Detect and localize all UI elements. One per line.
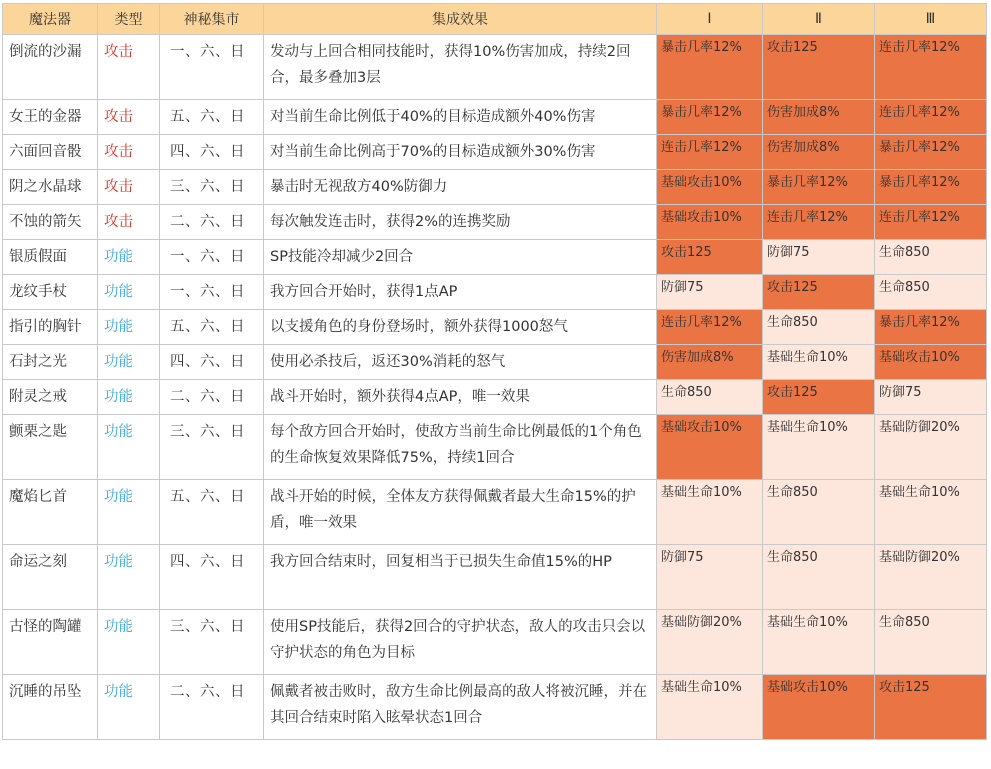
effect-cell: SP技能冷却减少2回合: [264, 240, 657, 275]
market-days-cell: 三、六、日: [160, 415, 264, 480]
market-days-cell: 二、六、日: [160, 205, 264, 240]
bonus-1-cell: 基础生命10%: [657, 480, 763, 545]
type-cell: 功能: [98, 345, 160, 380]
table-row: [3, 135, 987, 170]
bonus-1-cell: 攻击125: [657, 240, 763, 275]
effect-cell: 战斗开始的时候，全体友方获得佩戴者最大生命15%的护盾，唯一效果: [264, 480, 657, 545]
header-bonus-3: Ⅲ: [875, 4, 987, 35]
header-effect: 集成效果: [264, 4, 657, 35]
bonus-3-cell: 攻击125: [875, 675, 987, 740]
bonus-3-cell: 生命850: [875, 240, 987, 275]
artifact-table: [2, 3, 987, 740]
bonus-3-cell: 防御75: [875, 380, 987, 415]
bonus-3-cell: 生命850: [875, 610, 987, 675]
effect-cell: 每个敌方回合开始时，使敌方当前生命比例最低的1个角色的生命恢复效果降低75%，持续1回合: [264, 415, 657, 480]
effect-cell: 使用必杀技后，返还30%消耗的怒气: [264, 345, 657, 380]
artifact-name-cell: 指引的胸针: [3, 310, 98, 345]
type-cell: 攻击: [98, 100, 160, 135]
artifact-name-cell: 女王的金器: [3, 100, 98, 135]
header-market: 神秘集市: [160, 4, 264, 35]
bonus-1-cell: 基础攻击10%: [657, 415, 763, 480]
table-row: [3, 610, 987, 675]
bonus-1-cell: 基础攻击10%: [657, 205, 763, 240]
table-body: [3, 35, 987, 740]
bonus-2-cell: 生命850: [763, 545, 875, 610]
effect-cell: 每次触发连击时，获得2%的连携奖励: [264, 205, 657, 240]
market-days-cell: 三、六、日: [160, 610, 264, 675]
bonus-1-cell: 基础生命10%: [657, 675, 763, 740]
table-row: [3, 415, 987, 480]
type-cell: 功能: [98, 610, 160, 675]
bonus-3-cell: 连击几率12%: [875, 35, 987, 100]
effect-cell: 我方回合结束时，回复相当于已损失生命值15%的HP: [264, 545, 657, 610]
artifact-name-cell: 石封之光: [3, 345, 98, 380]
bonus-2-cell: 基础生命10%: [763, 345, 875, 380]
bonus-1-cell: 生命850: [657, 380, 763, 415]
bonus-2-cell: 基础生命10%: [763, 610, 875, 675]
table-row: [3, 345, 987, 380]
bonus-1-cell: 基础攻击10%: [657, 170, 763, 205]
artifact-name-cell: 颤栗之匙: [3, 415, 98, 480]
bonus-1-cell: 暴击几率12%: [657, 35, 763, 100]
type-cell: 功能: [98, 275, 160, 310]
type-cell: 攻击: [98, 170, 160, 205]
effect-cell: 对当前生命比例低于40%的目标造成额外40%伤害: [264, 100, 657, 135]
bonus-2-cell: 伤害加成8%: [763, 135, 875, 170]
bonus-1-cell: 防御75: [657, 545, 763, 610]
table-row: [3, 100, 987, 135]
type-cell: 攻击: [98, 205, 160, 240]
bonus-3-cell: 基础防御20%: [875, 545, 987, 610]
type-cell: 功能: [98, 240, 160, 275]
effect-cell: 战斗开始时，额外获得4点AP，唯一效果: [264, 380, 657, 415]
market-days-cell: 五、六、日: [160, 310, 264, 345]
bonus-2-cell: 生命850: [763, 310, 875, 345]
table-row: [3, 675, 987, 740]
artifact-name-cell: 银质假面: [3, 240, 98, 275]
bonus-2-cell: 暴击几率12%: [763, 170, 875, 205]
market-days-cell: 四、六、日: [160, 345, 264, 380]
bonus-1-cell: 连击几率12%: [657, 135, 763, 170]
market-days-cell: 一、六、日: [160, 275, 264, 310]
artifact-name-cell: 附灵之戒: [3, 380, 98, 415]
table-row: [3, 205, 987, 240]
bonus-3-cell: 基础防御20%: [875, 415, 987, 480]
market-days-cell: 三、六、日: [160, 170, 264, 205]
table-row: [3, 380, 987, 415]
market-days-cell: 一、六、日: [160, 35, 264, 100]
bonus-2-cell: 基础生命10%: [763, 415, 875, 480]
artifact-name-cell: 魔焰匕首: [3, 480, 98, 545]
table-row: [3, 480, 987, 545]
type-cell: 攻击: [98, 35, 160, 100]
artifact-name-cell: 古怪的陶罐: [3, 610, 98, 675]
table-row: [3, 310, 987, 345]
type-cell: 功能: [98, 545, 160, 610]
header-bonus-2: Ⅱ: [763, 4, 875, 35]
type-cell: 功能: [98, 675, 160, 740]
table-row: [3, 545, 987, 610]
artifact-name-cell: 阴之水晶球: [3, 170, 98, 205]
bonus-3-cell: 暴击几率12%: [875, 310, 987, 345]
effect-cell: 使用SP技能后，获得2回合的守护状态，敌人的攻击只会以守护状态的角色为目标: [264, 610, 657, 675]
bonus-1-cell: 连击几率12%: [657, 310, 763, 345]
bonus-3-cell: 基础攻击10%: [875, 345, 987, 380]
header-type: 类型: [98, 4, 160, 35]
bonus-2-cell: 基础攻击10%: [763, 675, 875, 740]
market-days-cell: 一、六、日: [160, 240, 264, 275]
table-row: [3, 35, 987, 100]
effect-cell: 我方回合开始时，获得1点AP: [264, 275, 657, 310]
effect-cell: 暴击时无视敌方40%防御力: [264, 170, 657, 205]
bonus-3-cell: 连击几率12%: [875, 205, 987, 240]
bonus-2-cell: 攻击125: [763, 275, 875, 310]
type-cell: 攻击: [98, 135, 160, 170]
effect-cell: 发动与上回合相同技能时，获得10%伤害加成，持续2回合，最多叠加3层: [264, 35, 657, 100]
bonus-3-cell: 基础生命10%: [875, 480, 987, 545]
bonus-3-cell: 生命850: [875, 275, 987, 310]
bonus-2-cell: 防御75: [763, 240, 875, 275]
bonus-1-cell: 暴击几率12%: [657, 100, 763, 135]
market-days-cell: 二、六、日: [160, 380, 264, 415]
artifact-name-cell: 龙纹手杖: [3, 275, 98, 310]
bonus-2-cell: 连击几率12%: [763, 205, 875, 240]
artifact-name-cell: 六面回音骰: [3, 135, 98, 170]
bonus-2-cell: 攻击125: [763, 35, 875, 100]
effect-cell: 对当前生命比例高于70%的目标造成额外30%伤害: [264, 135, 657, 170]
table-row: [3, 275, 987, 310]
table-row: [3, 170, 987, 205]
market-days-cell: 四、六、日: [160, 545, 264, 610]
effect-cell: 以支援角色的身份登场时，额外获得1000怒气: [264, 310, 657, 345]
table-row: [3, 240, 987, 275]
header-bonus-1: Ⅰ: [657, 4, 763, 35]
market-days-cell: 五、六、日: [160, 100, 264, 135]
market-days-cell: 二、六、日: [160, 675, 264, 740]
bonus-3-cell: 暴击几率12%: [875, 170, 987, 205]
type-cell: 功能: [98, 415, 160, 480]
header-row: [3, 4, 987, 35]
bonus-2-cell: 生命850: [763, 480, 875, 545]
artifact-name-cell: 命运之刻: [3, 545, 98, 610]
bonus-2-cell: 伤害加成8%: [763, 100, 875, 135]
bonus-1-cell: 伤害加成8%: [657, 345, 763, 380]
header-artifact: 魔法器: [3, 4, 98, 35]
artifact-name-cell: 沉睡的吊坠: [3, 675, 98, 740]
market-days-cell: 五、六、日: [160, 480, 264, 545]
artifact-name-cell: 不蚀的箭矢: [3, 205, 98, 240]
type-cell: 功能: [98, 380, 160, 415]
bonus-1-cell: 防御75: [657, 275, 763, 310]
effect-cell: 佩戴者被击败时，敌方生命比例最高的敌人将被沉睡，并在其回合结束时陷入眩晕状态1回合: [264, 675, 657, 740]
bonus-3-cell: 连击几率12%: [875, 100, 987, 135]
artifact-name-cell: 倒流的沙漏: [3, 35, 98, 100]
type-cell: 功能: [98, 310, 160, 345]
market-days-cell: 四、六、日: [160, 135, 264, 170]
bonus-1-cell: 基础防御20%: [657, 610, 763, 675]
bonus-3-cell: 暴击几率12%: [875, 135, 987, 170]
bonus-2-cell: 攻击125: [763, 380, 875, 415]
type-cell: 功能: [98, 480, 160, 545]
